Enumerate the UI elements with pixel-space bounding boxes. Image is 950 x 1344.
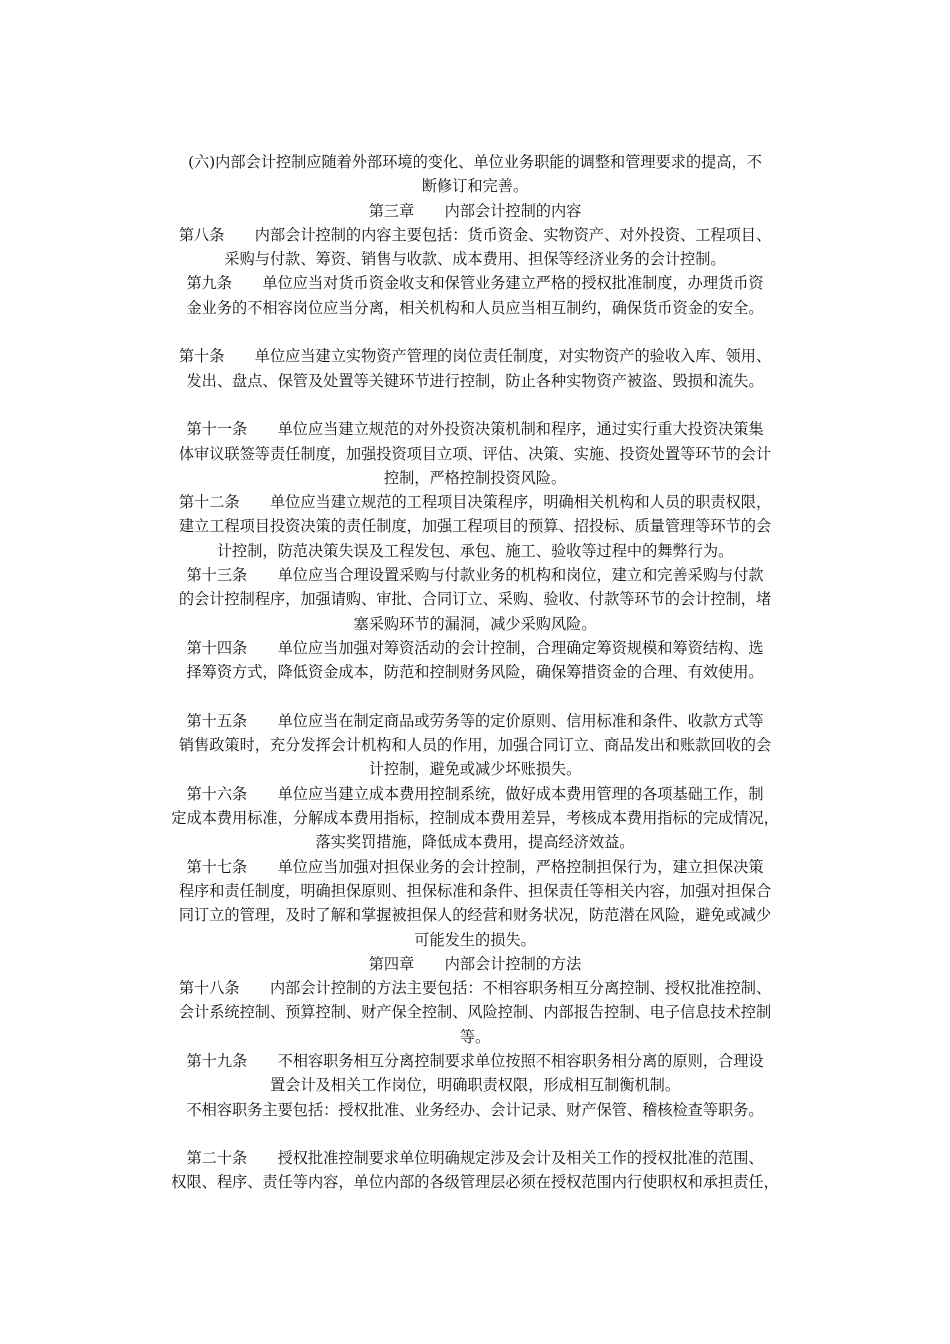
text-line: 金业务的不相容岗位应当分离，相关机构和人员应当相互制约，确保货币资金的安全。 [186, 298, 764, 317]
text-line: 第十一条 单位应当建立规范的对外投资决策机制和程序，通过实行重大投资决策集 [186, 420, 764, 439]
text-line: 第十八条 内部会计控制的方法主要包括：不相容职务相互分离控制、授权批准控制、 [178, 979, 772, 998]
document-body [140, 150, 810, 1195]
text-line: 发出、盘点、保管及处置等关键环节进行控制，防止各种实物资产被盗、毁损和流失。 [186, 371, 764, 390]
text-line: 等。 [459, 1027, 491, 1046]
blank-line [140, 685, 810, 709]
text-line: 采购与付款、筹资、销售与收款、成本费用、担保等经济业务的会计控制。 [224, 250, 726, 269]
text-line: 会计系统控制、预算控制、财产保全控制、风险控制、内部报告控制、电子信息技术控制 [178, 1003, 772, 1022]
text-line: 的会计控制程序，加强请购、审批、合同订立、采购、验收、付款等环节的会计控制，堵 [178, 590, 772, 609]
text-line: 第三章 内部会计控制的内容 [368, 201, 582, 220]
text-line: 同订立的管理，及时了解和掌握被担保人的经营和财务状况，防范潜在风险，避免或减少 [178, 906, 772, 925]
text-line: 第十五条 单位应当在制定商品或劳务等的定价原则、信用标准和条件、收款方式等 [186, 711, 764, 730]
text-line: 落实奖罚措施，降低成本费用，提高经济效益。 [315, 833, 635, 852]
text-line: 不相容职务主要包括：授权批准、业务经办、会计记录、财产保管、稽核检查等职务。 [186, 1100, 764, 1119]
text-line: 第十二条 单位应当建立规范的工程项目决策程序，明确相关机构和人员的职责权限， [178, 493, 772, 512]
text-line: 第十九条 不相容职务相互分离控制要求单位按照不相容职务相分离的原则，合理设 [186, 1051, 764, 1070]
text-line: 第十七条 单位应当加强对担保业务的会计控制，严格控制担保行为，建立担保决策 [186, 857, 764, 876]
text-line: 塞采购环节的漏洞，减少采购风险。 [353, 614, 597, 633]
text-line: 第十三条 单位应当合理设置采购与付款业务的机构和岗位，建立和完善采购与付款 [186, 566, 764, 585]
text-line: 控制，严格控制投资风险。 [383, 468, 567, 487]
text-line: 可能发生的损失。 [414, 930, 536, 949]
text-line: 断修订和完善。 [421, 177, 529, 196]
text-line: 程序和责任制度，明确担保原则、担保标准和条件、担保责任等相关内容，加强对担保合 [178, 881, 772, 900]
text-line: 第十六条 单位应当建立成本费用控制系统，做好成本费用管理的各项基础工作，制 [186, 784, 764, 803]
text-line: 第四章 内部会计控制的方法 [368, 954, 582, 973]
blank-line [140, 1122, 810, 1146]
text-line: 第十四条 单位应当加强对筹资活动的会计控制，合理确定筹资规模和筹资结构、选 [186, 638, 764, 657]
text-line: 第二十条 授权批准控制要求单位明确规定涉及会计及相关工作的授权批准的范围、 [186, 1149, 764, 1168]
text-line: 体审议联签等责任制度，加强投资项目立项、评估、决策、实施、投资处置等环节的会计 [178, 444, 772, 463]
text-line: 第十条 单位应当建立实物资产管理的岗位责任制度，对实物资产的验收入库、领用、 [178, 347, 772, 366]
text-line: (六)内部会计控制应随着外部环境的变化、单位业务职能的调整和管理要求的提高，不 [188, 153, 762, 171]
text-line: 第八条 内部会计控制的内容主要包括：货币资金、实物资产、对外投资、工程项目、 [178, 225, 772, 244]
text-line: 置会计及相关工作岗位，明确职责权限，形成相互制衡机制。 [269, 1076, 681, 1095]
blank-line [140, 393, 810, 417]
text-line: 定成本费用标准，分解成本费用指标，控制成本费用差异，考核成本费用指标的完成情况， [171, 809, 779, 828]
text-line: 权限、程序、责任等内容，单位内部的各级管理层必须在授权范围内行使职权和承担责任， [171, 1173, 779, 1192]
text-line: 择筹资方式，降低资金成本，防范和控制财务风险，确保筹措资金的合理、有效使用。 [186, 663, 764, 682]
text-line: 计控制，避免或减少坏账损失。 [368, 760, 582, 779]
text-line: 第九条 单位应当对货币资金收支和保管业务建立严格的授权批准制度，办理货币资 [186, 274, 764, 293]
text-line: 销售政策时，充分发挥会计机构和人员的作用，加强合同订立、商品发出和账款回收的会 [178, 736, 772, 755]
blank-line [140, 320, 810, 344]
text-line: 计控制，防范决策失误及工程发包、承包、施工、验收等过程中的舞弊行为。 [216, 541, 734, 560]
text-line: 建立工程项目投资决策的责任制度，加强工程项目的预算、招投标、质量管理等环节的会 [178, 517, 772, 536]
